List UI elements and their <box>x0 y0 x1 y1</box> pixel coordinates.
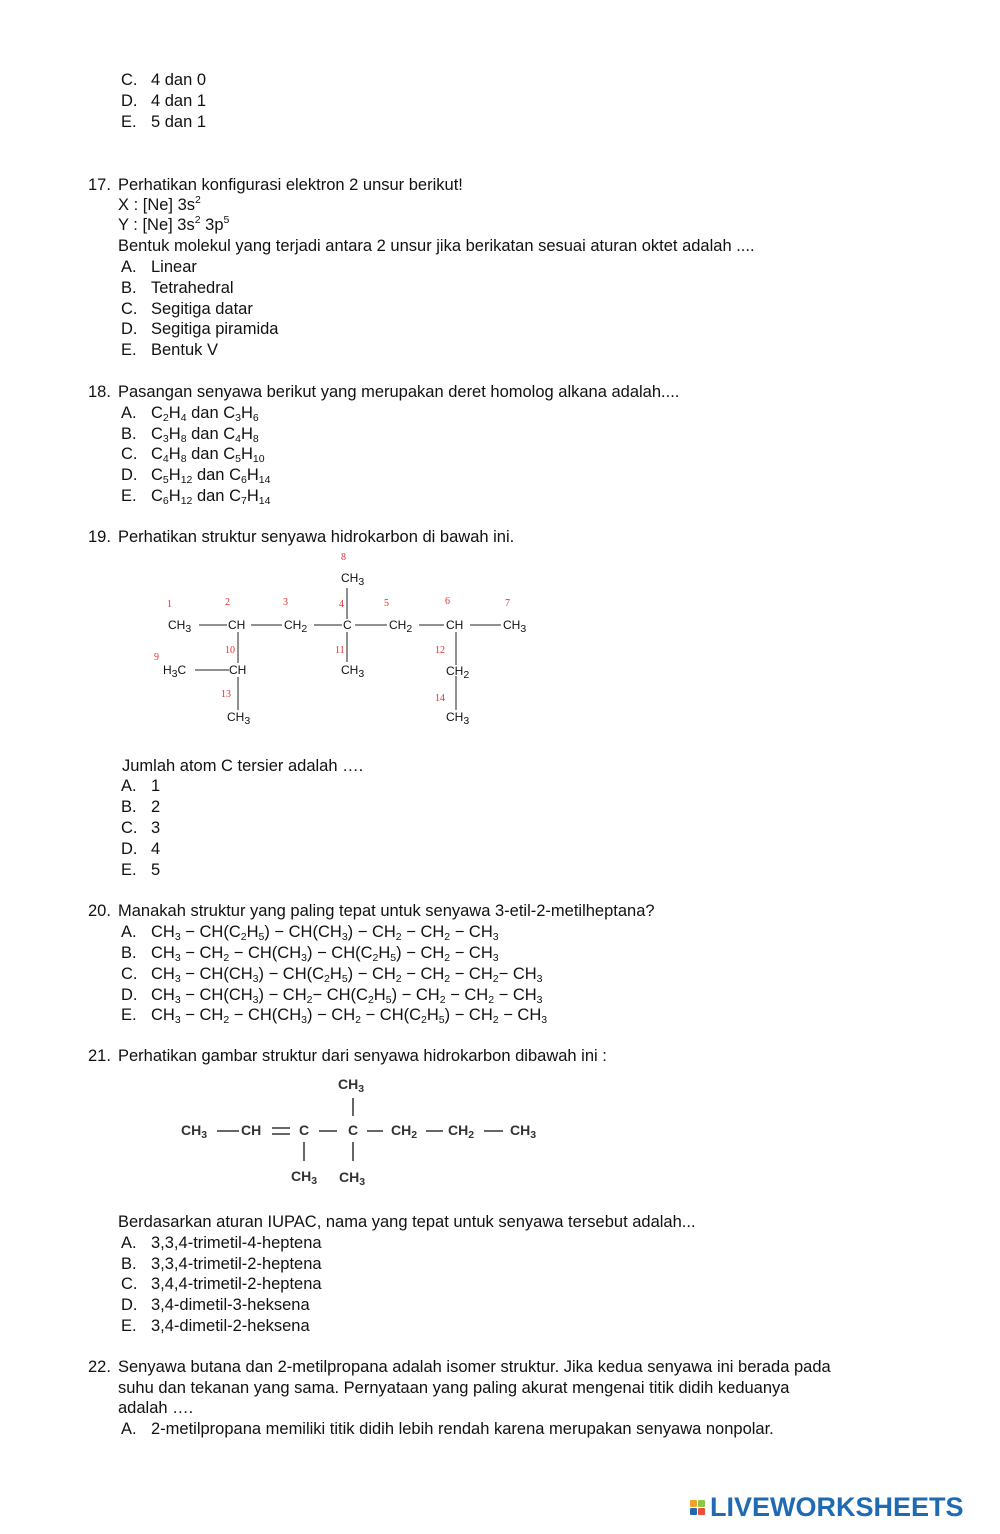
q21-ch: CH <box>241 1122 262 1138</box>
formula-subscript: 2 <box>444 931 451 943</box>
q19-num-11: 11 <box>335 645 345 656</box>
formula-subscript: 2 <box>324 973 330 985</box>
q19-num-8: 8 <box>341 552 346 563</box>
formula-text: ) − CH <box>391 986 440 1004</box>
formula-text: − CH(CH <box>229 1006 302 1024</box>
formula-text: − CH(CH <box>180 986 253 1004</box>
formula-text: CH <box>151 1006 175 1024</box>
formula-subscript: 3 <box>492 931 499 943</box>
formula-text: H <box>378 944 391 962</box>
formula-text: − CH <box>401 923 445 941</box>
formula-subscript: 2 <box>488 994 495 1006</box>
q17-option-d[interactable]: D. Segitiga piramida <box>121 320 279 338</box>
formula-text: H <box>373 986 386 1004</box>
formula-subscript: 3 <box>536 973 543 985</box>
formula-text: ) − CH <box>444 1006 493 1024</box>
formula-subscript: 3 <box>252 994 259 1006</box>
formula-subscript: 3 <box>536 994 543 1006</box>
formula-subscript: 3 <box>174 994 181 1006</box>
formula-subscript: 5 <box>385 994 392 1006</box>
q21-ch2-5: $CH_2$ <box>391 1122 418 1141</box>
formula-subscript: 3 <box>541 1014 548 1026</box>
formula-subscript: 2 <box>492 973 499 985</box>
q18-option-c[interactable]: C. $C_4H_8$ dan $C_5H_{10}$ <box>121 445 265 465</box>
q22-stem-line-2: suhu dan tekanan yang sama. Pernyataan yang paling akurat mengenai titik didih keduanya <box>118 1379 790 1397</box>
formula-text: ) − CH <box>258 986 307 1004</box>
formula-subscript: 5 <box>341 973 348 985</box>
q18-option-e[interactable]: E. $C_6H_{12}$ dan $C_7H_{14}$ <box>121 487 271 507</box>
q19-ch3-11: $CH_3$ <box>341 663 365 680</box>
q17-option-c[interactable]: C. Segitiga datar <box>121 300 253 318</box>
q19-ch2-5: $CH_2$ <box>389 618 413 635</box>
q19-option-b[interactable]: B. 2 <box>121 798 161 816</box>
formula-subscript: 2 <box>355 1014 361 1026</box>
formula-text: ) − CH <box>306 1006 356 1024</box>
formula-subscript: 3 <box>341 931 348 943</box>
q20-option-b[interactable]: B. $CH_3 - CH_2 - CH(CH_3) - CH(C_2H_5) - CH_2 - CH_3$ <box>121 944 499 964</box>
formula-subscript: 3 <box>174 931 181 943</box>
formula-text: − CH(CH <box>229 944 302 962</box>
q19-structure-diagram <box>150 548 550 733</box>
q21-c-3: C <box>299 1122 310 1138</box>
formula-subscript: 3 <box>252 973 259 985</box>
formula-subscript: 2 <box>444 973 451 985</box>
formula-text: CH <box>151 986 175 1004</box>
q19-num-12: 12 <box>435 645 445 656</box>
formula-text: ) − CH <box>396 944 445 962</box>
formula-text: − CH <box>450 965 493 983</box>
q22-stem-line-3: adalah …. <box>118 1399 194 1417</box>
formula-text: ) − CH(C <box>306 944 373 962</box>
q18-option-b[interactable]: B. $C_3H_8$ dan $C_4H_8$ <box>121 425 259 445</box>
q19-num-13: 13 <box>221 689 231 700</box>
formula-subscript: 2 <box>395 973 402 985</box>
q21-option-b[interactable]: B. 3,3,4-trimetil-2-heptena <box>121 1255 322 1273</box>
q19-num-3: 3 <box>283 597 288 608</box>
q22-stem-line-1: 22. Senyawa butana dan 2-metilpropana adalah isomer struktur. Jika kedua senyawa ini berada pada <box>88 1358 831 1376</box>
q21-ch3-top: $CH_3$ <box>338 1076 365 1095</box>
formula-subscript: 2 <box>223 952 230 964</box>
formula-subscript: 2 <box>223 1014 230 1026</box>
formula-subscript: 3 <box>301 952 307 964</box>
formula-text: − CH <box>498 1006 542 1024</box>
q19-prompt: Jumlah atom C tersier adalah …. <box>122 757 364 775</box>
q19-num-1: 1 <box>167 599 172 610</box>
q19-num-10: 10 <box>225 645 235 656</box>
q19-option-d[interactable]: D. 4 <box>121 840 161 858</box>
q19-ch3-13: $CH_3$ <box>227 710 251 727</box>
formula-text: H <box>426 1006 439 1024</box>
q17-option-e[interactable]: E. Bentuk V <box>121 341 218 359</box>
prev-option-c: C. 4 dan 0 <box>121 71 207 89</box>
formula-subscript: 5 <box>438 1014 445 1026</box>
q21-option-e[interactable]: E. 3,4-dimetil-2-heksena <box>121 1317 310 1335</box>
formula-subscript: 3 <box>492 952 499 964</box>
formula-subscript: 2 <box>444 952 451 964</box>
formula-text: − CH <box>445 986 489 1004</box>
formula-subscript: 2 <box>395 931 402 943</box>
q21-ch2-6: $CH_2$ <box>448 1122 475 1141</box>
formula-subscript: 2 <box>372 952 379 964</box>
q20-stem: 20. Manakah struktur yang paling tepat untuk senyawa 3-etil-2-metilheptana? <box>88 902 655 920</box>
q20-option-d[interactable]: D. $CH_3 - CH(CH_3) - CH_2- CH(C_2H_5) - CH_2 - CH_2 - CH_3$ <box>121 986 543 1006</box>
q19-num-2: 2 <box>225 597 230 608</box>
formula-subscript: 3 <box>174 952 181 964</box>
q19-ch3-7: $CH_3$ <box>503 618 527 635</box>
formula-text: − CH(C <box>312 986 368 1004</box>
formula-text: CH <box>151 965 175 983</box>
q21-option-c[interactable]: C. 3,4,4-trimetil-2-heptena <box>121 1275 322 1293</box>
formula-text: − CH <box>494 986 537 1004</box>
q20-option-c[interactable]: C. $CH_3 - CH(CH_3) - CH(C_2H_5) - CH_2 - CH_2 - CH_2- CH_3$ <box>121 965 543 985</box>
formula-subscript: 2 <box>439 994 446 1006</box>
formula-text: CH <box>151 923 175 941</box>
formula-subscript: 2 <box>240 931 247 943</box>
q18-option-d[interactable]: D. $C_5H_{12}$ dan $C_6H_{14}$ <box>121 466 271 486</box>
q17-config-x: X : [Ne] $3s^2$ <box>118 194 201 214</box>
formula-text: ) − CH(CH <box>264 923 342 941</box>
liveworksheets-brand: LIVEWORKSHEETS <box>710 1492 964 1522</box>
formula-text: − CH <box>401 965 445 983</box>
formula-subscript: 5 <box>258 931 265 943</box>
q18-option-a[interactable]: A. $C_2H_4$ dan $C_3H_6$ <box>121 404 259 424</box>
formula-subscript: 2 <box>421 1014 427 1026</box>
q19-ch2-12: $CH_2$ <box>446 664 470 681</box>
q22-option-a[interactable]: A. 2-metilpropana memiliki titik didih lebih rendah karena merupakan senyawa nonpolar. <box>121 1420 774 1438</box>
q20-option-e[interactable]: E. $CH_3 - CH_2 - CH(CH_3) - CH_2 - CH(C_2H_5) - CH_2 - CH_3$ <box>121 1006 548 1026</box>
liveworksheets-logo-icon <box>690 1500 705 1515</box>
q19-ch-6: CH <box>446 618 464 632</box>
q19-num-14: 14 <box>435 693 445 704</box>
q21-prompt: Berdasarkan aturan IUPAC, nama yang tepat untuk senyawa tersebut adalah... <box>118 1213 696 1231</box>
q21-stem: 21. Perhatikan gambar struktur dari senyawa hidrokarbon dibawah ini : <box>88 1047 607 1065</box>
q17-prompt: Bentuk molekul yang terjadi antara 2 unsur jika berikatan sesuai aturan oktet adalah .... <box>118 237 755 255</box>
formula-text: − CH(C <box>360 1006 422 1024</box>
formula-text: H <box>246 923 259 941</box>
q19-ch-2: CH <box>228 618 246 632</box>
formula-subscript: 3 <box>301 1014 307 1026</box>
q19-ch-10: CH <box>229 663 247 677</box>
q19-num-5: 5 <box>384 598 389 609</box>
liveworksheets-logo <box>690 1492 964 1523</box>
formula-text: − CH(CH <box>180 965 253 983</box>
formula-subscript: 3 <box>174 973 181 985</box>
q21-structure-diagram <box>175 1072 555 1197</box>
q19-num-9: 9 <box>154 652 159 663</box>
q19-num-7: 7 <box>505 598 510 609</box>
q19-option-c[interactable]: C. 3 <box>121 819 161 837</box>
q19-ch3-14: $CH_3$ <box>446 710 470 727</box>
q21-option-d[interactable]: D. 3,4-dimetil-3-heksena <box>121 1296 310 1314</box>
formula-text: ) − CH(C <box>258 965 325 983</box>
formula-text: − CH <box>498 965 537 983</box>
q21-c-4: C <box>348 1122 359 1138</box>
q21-ch3-left: $CH_3$ <box>181 1122 208 1141</box>
q17-config-y: Y : [Ne] $3s^2$ $3p^5$ <box>118 214 230 234</box>
q17-option-a[interactable]: A. Linear <box>121 258 197 276</box>
q18-stem: 18. Pasangan senyawa berikut yang merupakan deret homolog alkana adalah.... <box>88 383 680 401</box>
formula-text: − CH <box>180 944 224 962</box>
prev-option-d: D. 4 dan 1 <box>121 92 207 110</box>
formula-subscript: 3 <box>174 1014 181 1026</box>
formula-subscript: 5 <box>390 952 397 964</box>
formula-text: ) − CH <box>347 965 396 983</box>
formula-text: H <box>329 965 342 983</box>
q21-ch3-bottom-1: $CH_3$ <box>291 1168 318 1187</box>
q19-num-6: 6 <box>445 596 450 607</box>
q19-option-a[interactable]: A. 1 <box>121 777 161 795</box>
q19-num-4: 4 <box>339 599 344 610</box>
formula-text: − CH(C <box>180 923 241 941</box>
q19-ch3-1: $CH_3$ <box>168 618 192 635</box>
formula-text: ) − CH <box>347 923 396 941</box>
q21-option-a[interactable]: A. 3,3,4-trimetil-4-heptena <box>121 1234 322 1252</box>
formula-text: CH <box>151 944 175 962</box>
q21-ch3-bottom-2: $CH_3$ <box>339 1169 366 1188</box>
q19-h3c-9: $H_3C$ <box>163 663 187 680</box>
formula-text: − CH <box>450 923 493 941</box>
formula-subscript: 2 <box>306 994 313 1006</box>
q19-option-e[interactable]: E. 5 <box>121 861 161 879</box>
formula-subscript: 2 <box>492 1014 499 1026</box>
q19-ch2-3: $CH_2$ <box>284 618 308 635</box>
q20-option-a[interactable]: A. $CH_3 - CH(C_2H_5) - CH(CH_3) - CH_2 - CH_2 - CH_3$ <box>121 923 499 943</box>
q19-stem: 19. Perhatikan struktur senyawa hidrokarbon di bawah ini. <box>88 528 515 546</box>
prev-option-e: E. 5 dan 1 <box>121 113 207 131</box>
q19-c-4: C <box>343 618 352 632</box>
q21-ch3-right: $CH_3$ <box>510 1122 537 1141</box>
q17-stem: 17. Perhatikan konfigurasi elektron 2 unsur berikut! <box>88 176 463 194</box>
q19-ch3-8: $CH_3$ <box>341 571 365 588</box>
q17-option-b[interactable]: B. Tetrahedral <box>121 279 234 297</box>
formula-text: − CH <box>180 1006 224 1024</box>
formula-text: − CH <box>450 944 493 962</box>
formula-subscript: 2 <box>367 994 374 1006</box>
